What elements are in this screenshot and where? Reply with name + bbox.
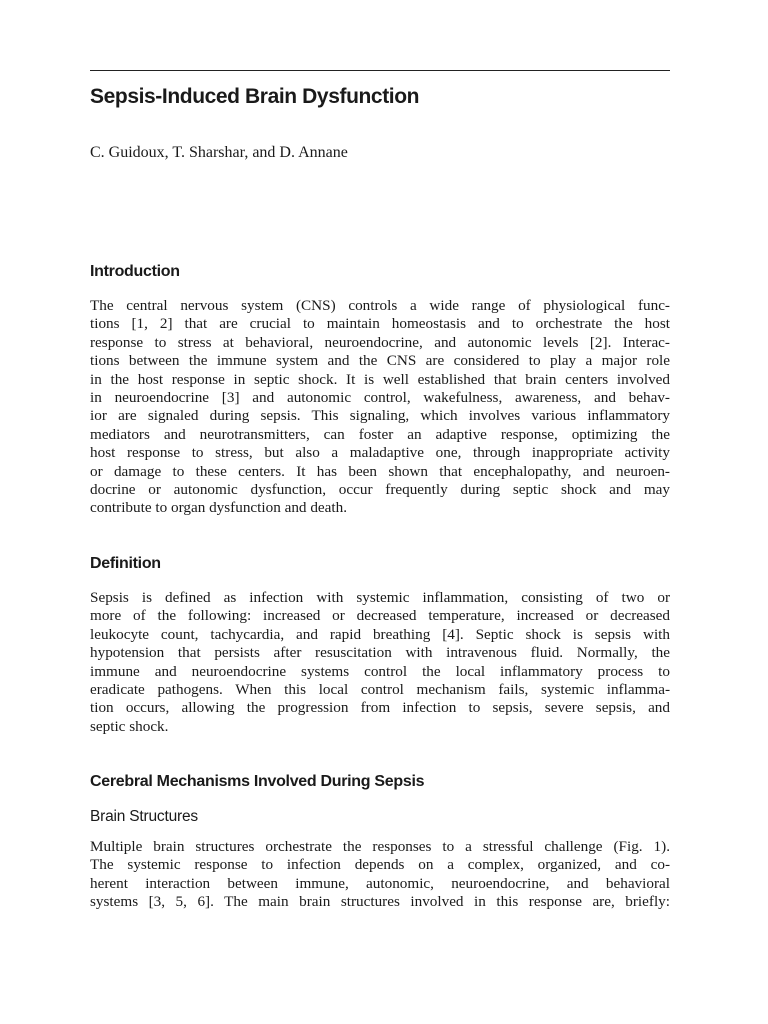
text-line: in the host response in septic shock. It is well established that brain centers involved <box>90 370 670 388</box>
text-line: tions between the immune system and the CNS are considered to play a major role <box>90 352 670 370</box>
text-line: in neuroendocrine [3] and autonomic control, wakefulness, awareness, and behav- <box>90 388 670 406</box>
text-line: or damage to these centers. It has been shown that encephalopathy, and neuroen- <box>90 462 670 480</box>
brain-structures-paragraph <box>90 838 670 912</box>
text-line: docrine or autonomic dysfunction, occur frequently during septic shock and may <box>90 480 670 498</box>
text-line: tion occurs, allowing the progression from infection to sepsis, severe sepsis, and <box>90 699 670 717</box>
text-line: The central nervous system (CNS) controls a wide range of physiological func- <box>90 297 670 314</box>
text-line: leukocyte count, tachycardia, and rapid breathing [4]. Septic shock is sepsis with <box>90 625 670 643</box>
text-line: immune and neuroendocrine systems control the local inflammatory process to <box>90 662 670 680</box>
text-line: response to stress at behavioral, neuroendocrine, and autonomic levels [2]. Interac- <box>90 333 670 351</box>
text-line: eradicate pathogens. When this local control mechanism fails, systemic inflamma- <box>90 680 670 698</box>
brain-structures-subheading: Brain Structures <box>90 808 198 825</box>
text-line: mediators and neurotransmitters, can foster an adaptive response, optimizing the <box>90 425 670 443</box>
text-line: ior are signaled during sepsis. This signaling, which involves various inflammatory <box>90 407 670 425</box>
paper-authors: C. Guidoux, T. Sharshar, and D. Annane <box>90 144 348 161</box>
text-line: herent interaction between immune, autonomic, neuroendocrine, and behavioral <box>90 874 670 892</box>
text-line: host response to stress, but also a maladaptive one, through inappropriate activity <box>90 444 670 462</box>
text-line: tions [1, 2] that are crucial to maintain homeostasis and to orchestrate the host <box>90 315 670 333</box>
paper-title: Sepsis-Induced Brain Dysfunction <box>90 85 420 108</box>
top-rule <box>90 70 670 71</box>
text-line: septic shock. <box>90 717 169 735</box>
text-line: hypotension that persists after resuscitation with intravenous fluid. Normally, the <box>90 644 670 662</box>
introduction-paragraph <box>90 297 670 518</box>
introduction-heading: Introduction <box>90 263 180 280</box>
cerebral-mechanisms-heading: Cerebral Mechanisms Involved During Sepsis <box>90 773 425 790</box>
text-line: The systemic response to infection depends on a complex, organized, and co- <box>90 856 670 874</box>
definition-heading: Definition <box>90 555 161 572</box>
text-line: systems [3, 5, 6]. The main brain structures involved in this response are, briefly: <box>90 893 670 911</box>
text-line: Multiple brain structures orchestrate the responses to a stressful challenge (Fig. 1). <box>90 838 670 855</box>
text-line: Sepsis is defined as infection with systemic inflammation, consisting of two or <box>90 589 670 606</box>
text-line: contribute to organ dysfunction and death. <box>90 499 348 517</box>
text-line: more of the following: increased or decreased temperature, increased or decreased <box>90 607 670 625</box>
definition-paragraph <box>90 589 670 736</box>
